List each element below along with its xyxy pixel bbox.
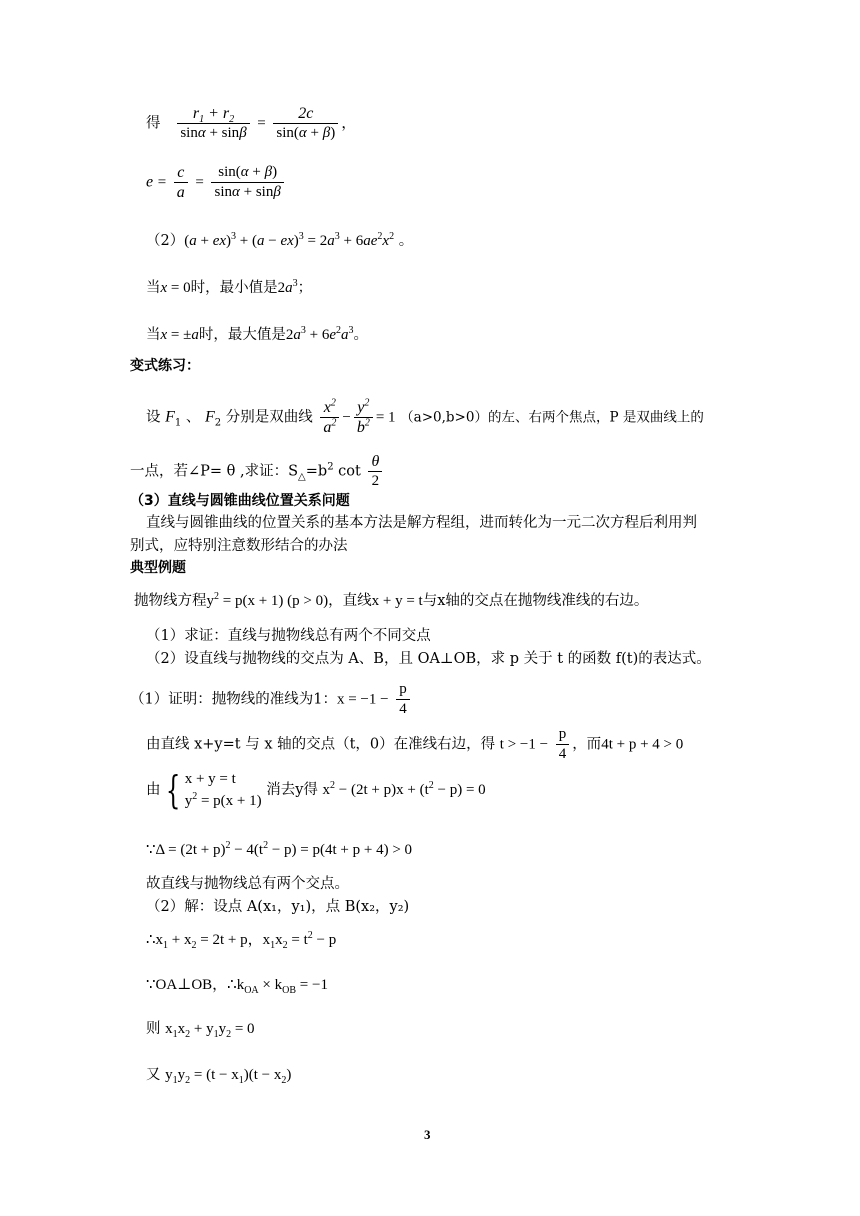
vieta-line: $\therefore x_1 + x_2 = 2t + p$，$x_1x_2 = t^2 - p$	[146, 930, 337, 951]
eq3-suffix: 。	[398, 233, 414, 249]
frac-x2a2: $\frac{x^2}{a^2}$	[320, 398, 339, 437]
section3-text1: 直线与圆锥曲线的位置关系的基本方法是解方程组，进而转化为一元二次方程后利用判	[146, 515, 697, 531]
proof-line1: （1）证明：抛物线的准线为1：x = −1 − $\frac{p}{4}$	[130, 680, 413, 719]
v2-a: 一点，若∠P= θ ,求证：S	[130, 463, 299, 480]
variant-heading: 变式练习：	[130, 358, 200, 374]
proof3-b: 消去y得	[266, 782, 318, 798]
ex-a: 抛物线方程	[134, 593, 207, 609]
ex-c: 与x轴的交点在抛物线准线的右边。	[422, 593, 649, 609]
solution2-line: （2）解：设点 A(x₁，y₁)，点 B(x₂，y₂)	[146, 899, 410, 915]
example-heading: 典型例题	[130, 560, 186, 576]
discriminant-line: ∵Δ = $(2t + p)^2 - 4(t^2 - p) = p(4t + p + 4) > 0$	[146, 840, 413, 858]
v1-d: （a>0,b>0）的左、右两个焦点，P 是双曲线上的	[400, 409, 704, 426]
v1-c: 分别是双曲线	[225, 409, 313, 426]
max-prefix: 当	[146, 327, 161, 343]
max-line: 当x = ±a时，最大值是$2a^3 + 6e^2a^3$。	[146, 325, 369, 343]
page-number: 3	[424, 1127, 431, 1142]
de-line: 得 $\frac{r_1 + r_2}{\sin\alpha + \sin\beta}$ = $\frac{2c}{\sin(\alpha + \beta)}$ ，	[146, 105, 357, 141]
proof-line3: 由 { x + y = t $y^2 = p(x + 1)$ 消去y得 $x^2 - (2t + p)x + (t^2 - p) = 0$	[146, 768, 486, 812]
frac-theta: $\frac{\theta}{2}$	[368, 452, 382, 491]
ex-b: ，直线	[328, 593, 372, 609]
example-q2: （2）设直线与抛物线的交点为 A、B，且 OA⊥OB，求 p 关于 t 的函数 f(t)的表达式。	[146, 651, 711, 667]
then-line: 则 $x_1x_2 + y_1y_2 = 0$	[146, 1021, 255, 1040]
fraction-2c: $\frac{2c}{\sin(\alpha + \beta)}$	[273, 104, 338, 143]
section3-text2: 别式，应特别注意数形结合的办法	[130, 538, 348, 554]
max-mid: 时，最大值是	[198, 327, 286, 343]
part2-line: $(2)(a + ex)^3 + (a - ex)^3 = 2a^3 + 6ae^2x^2$ 。	[146, 231, 414, 249]
min-mid: 时，最小值是	[190, 280, 278, 296]
v1-a: 设	[146, 409, 161, 426]
variant-line1: 设 $F_1$ 、 $F_2$ 分别是双曲线 $\frac{x^2}{a^2}$ − $\frac{y^2}{b^2}$ = 1 （a>0,b>0）的左、右两个焦点，P 是双曲线上的	[146, 397, 704, 436]
proof-line2: 由直线 x+y=t 与 x 轴的交点（t，0）在准线右边，得 t > −1 − $\frac{p}{4}$ ，而4t + p + 4 > 0	[146, 726, 684, 762]
frac-y2b2: $\frac{y^2}{b^2}$	[354, 398, 373, 437]
proof2-a: 由直线 x+y=t 与 x 轴的交点（t，0）在准线右边，得	[146, 736, 496, 753]
frac-p4-a: $\frac{p}{4}$	[396, 680, 410, 719]
fraction-c-a: $\frac{c}{a}$	[174, 163, 188, 202]
equation-system: x + y = t $y^2 = p(x + 1)$	[184, 771, 262, 809]
frac-p4-b: $\frac{p}{4}$	[556, 725, 570, 764]
fraction-sin: $\frac{\sin(\alpha + \beta)}{\sin\alpha + \sin\beta}$	[211, 163, 283, 202]
de-prefix: 得	[146, 115, 161, 132]
v2-b: =b	[305, 463, 328, 480]
proof2-b: ，而	[572, 736, 602, 753]
example-q1: （1）求证：直线与抛物线总有两个不同交点	[146, 628, 431, 644]
min-prefix: 当	[146, 280, 161, 296]
example-problem: 抛物线方程$y^2 = p(x + 1) (p > 0)$，直线x + y = t与x轴的交点在抛物线准线的右边。	[134, 591, 649, 609]
conclusion-line: 故直线与抛物线总有两个交点。	[146, 876, 349, 892]
min-line: 当x = 0时，最小值是$2a^3$；	[146, 278, 313, 296]
also-label: 又	[146, 1067, 161, 1083]
part2-label: （2）	[146, 233, 185, 249]
max-end: 。	[353, 327, 369, 343]
v1-b: 、	[185, 409, 201, 426]
variant-line2: 一点，若∠P= θ ,求证：$S_\triangle=b^2$ cot $\frac{\theta}{2}$	[130, 452, 385, 491]
min-end: ；	[297, 280, 313, 296]
section3-heading: （3）直线与圆锥曲线位置关系问题	[130, 493, 350, 509]
fraction-r1r2: $\frac{r_1 + r_2}{\sin\alpha + \sin\beta}$	[177, 104, 249, 143]
proof3-a: 由	[146, 782, 161, 798]
v2-c: cot	[333, 463, 361, 480]
also-line: 又 $y_1y_2 = (t - x_1)(t - x_2)$	[146, 1067, 292, 1086]
then-label: 则	[146, 1021, 161, 1037]
eccentricity-line: e = $\frac{c}{a}$ = $\frac{\sin(\alpha + \beta)}{\sin\alpha + \sin\beta}$	[146, 163, 287, 202]
perp-line: ∵OA⊥OB，$\therefore k_{OA} \times k_{OB} = -1$	[146, 977, 328, 996]
proof1-a: （1）证明：抛物线的准线为1：	[130, 691, 337, 708]
brace-symbol: {	[165, 768, 180, 812]
